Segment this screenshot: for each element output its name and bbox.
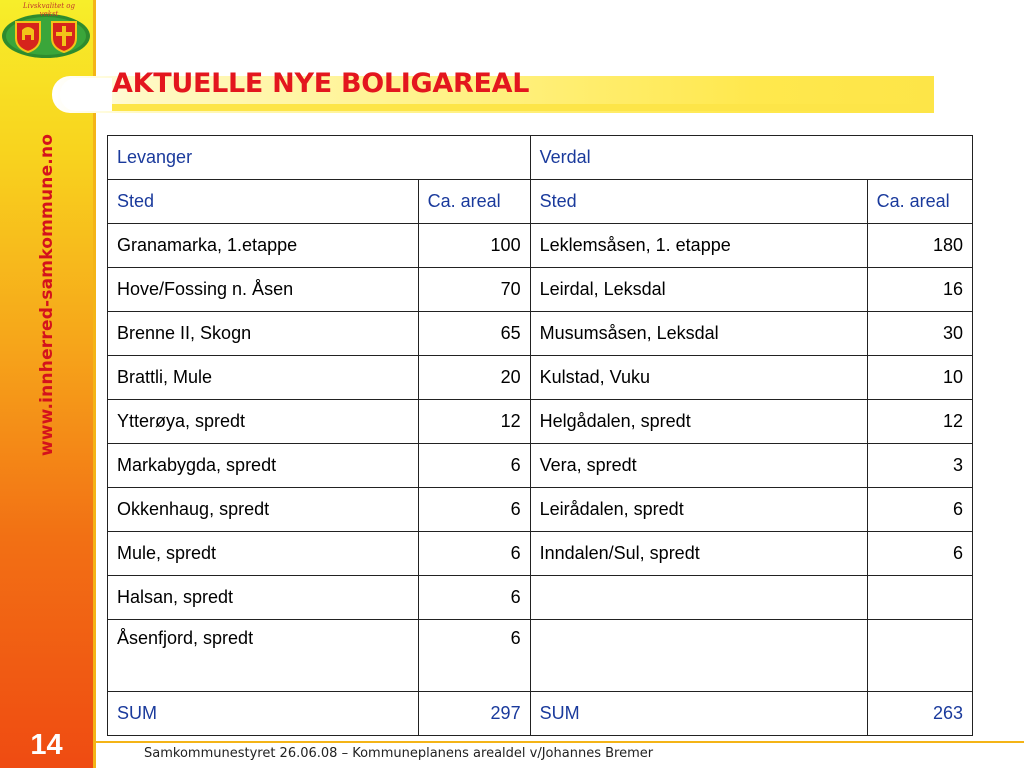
table-cell-place: Leklemsåsen, 1. etappe	[530, 224, 867, 268]
table-cell-place: Markabygda, spredt	[108, 444, 419, 488]
table-cell-place: Halsan, spredt	[108, 576, 419, 620]
table-cell-place: Mule, spredt	[108, 532, 419, 576]
footer-text: Samkommunestyret 26.06.08 – Kommuneplanens arealdel v/Johannes Bremer	[144, 746, 654, 761]
table-cell-area: 10	[867, 356, 972, 400]
group-header-levanger: Levanger	[108, 136, 531, 180]
table-cell-area	[867, 576, 972, 620]
table-cell-area: 180	[867, 224, 972, 268]
table-cell-area	[867, 620, 972, 692]
table-cell-place: Granamarka, 1.etappe	[108, 224, 419, 268]
table-cell-area: 65	[418, 312, 530, 356]
column-header-areal: Ca. areal	[867, 180, 972, 224]
sum-value-verdal: 263	[867, 692, 972, 736]
sum-value-levanger: 297	[418, 692, 530, 736]
table-cell-place: Brenne II, Skogn	[108, 312, 419, 356]
table-cell-place: Helgådalen, spredt	[530, 400, 867, 444]
table-cell-area: 6	[418, 532, 530, 576]
table-row	[108, 488, 973, 532]
table-cell-area: 16	[867, 268, 972, 312]
table-cell-place: Vera, spredt	[530, 444, 867, 488]
table-cell-place	[530, 576, 867, 620]
table-cell-area: 20	[418, 356, 530, 400]
table-cell-place: Åsenfjord, spredt	[108, 620, 419, 692]
table-cell-place: Leirådalen, spredt	[530, 488, 867, 532]
title-underline	[112, 104, 934, 111]
footer-divider	[96, 741, 1024, 743]
page-number: 14	[30, 729, 63, 761]
page-title: AKTUELLE NYE BOLIGAREAL	[112, 68, 530, 99]
column-header-areal: Ca. areal	[418, 180, 530, 224]
group-header-verdal: Verdal	[530, 136, 972, 180]
table-cell-place: Inndalen/Sul, spredt	[530, 532, 867, 576]
table-row	[108, 620, 973, 692]
table-row	[108, 312, 973, 356]
title-banner-curve	[60, 78, 112, 111]
table-row	[108, 224, 973, 268]
table-row	[108, 444, 973, 488]
sum-label-levanger: SUM	[108, 692, 419, 736]
table-cell-area: 6	[418, 444, 530, 488]
table-cell-area: 100	[418, 224, 530, 268]
sidebar-edge	[93, 0, 96, 768]
table-cell-place: Leirdal, Leksdal	[530, 268, 867, 312]
table-cell-area: 12	[418, 400, 530, 444]
table-cell-area: 6	[418, 488, 530, 532]
table-row	[108, 268, 973, 312]
table-cell-place: Ytterøya, spredt	[108, 400, 419, 444]
table-cell-area: 70	[418, 268, 530, 312]
sum-row	[108, 692, 973, 736]
sum-label-verdal: SUM	[530, 692, 867, 736]
table-cell-area: 6	[418, 576, 530, 620]
table-cell-place	[530, 620, 867, 692]
table-row	[108, 400, 973, 444]
table-cell-area: 30	[867, 312, 972, 356]
column-header-row	[108, 180, 973, 224]
table-cell-area: 6	[867, 488, 972, 532]
table-cell-area: 6	[867, 532, 972, 576]
table-row	[108, 576, 973, 620]
table-cell-area: 6	[418, 620, 530, 692]
table-cell-place: Okkenhaug, spredt	[108, 488, 419, 532]
logo-caption: Livskvalitet og vekst	[23, 2, 75, 18]
table-cell-place: Kulstad, Vuku	[530, 356, 867, 400]
table-row	[108, 356, 973, 400]
website-url[interactable]: www.innherred-samkommune.no	[37, 133, 57, 457]
table-cell-place: Brattli, Mule	[108, 356, 419, 400]
housing-area-table	[107, 135, 973, 736]
table-cell-place: Musumsåsen, Leksdal	[530, 312, 867, 356]
table-row	[108, 532, 973, 576]
table-cell-area: 3	[867, 444, 972, 488]
group-header-row	[108, 136, 973, 180]
column-header-sted: Sted	[108, 180, 419, 224]
column-header-sted: Sted	[530, 180, 867, 224]
table-cell-place: Hove/Fossing n. Åsen	[108, 268, 419, 312]
table-cell-area: 12	[867, 400, 972, 444]
